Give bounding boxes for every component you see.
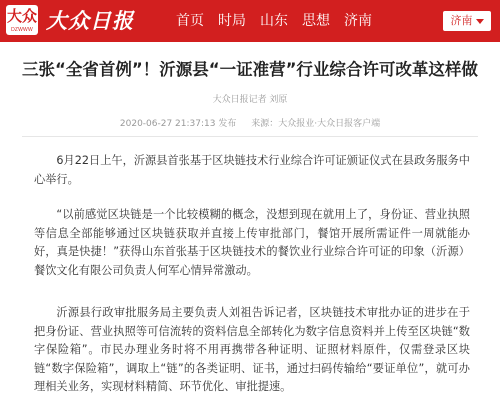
divider — [22, 136, 478, 137]
logo-glyph: 大众 — [6, 7, 37, 25]
nav-item-home[interactable]: 首页 — [176, 13, 204, 29]
chevron-down-icon — [476, 19, 484, 24]
nav-item-jinan[interactable]: 济南 — [344, 13, 372, 29]
article-paragraph-2: “以前感觉区块链是一个比较模糊的概念，没想到现在就用上了，身份证、营业执照等信息全部能够通过区块链获取并直接上传审批部门，餐馆开展所需证件一周就能办好，真是快捷！”获得山东首张基于区块链技术的餐饮业行业综合许可证的印象（沂源）餐饮文化有限公司负责人何军心情异常激动。 — [34, 208, 470, 277]
city-select[interactable] — [443, 11, 491, 31]
main-nav — [176, 0, 386, 42]
logo-subtext: DZWWW — [11, 27, 33, 33]
site-header — [0, 0, 500, 42]
nav-item-shandong[interactable]: 山东 — [260, 13, 288, 29]
city-select-label: 济南 — [450, 14, 473, 27]
brand-wordmark[interactable]: 大众日报 — [46, 8, 134, 33]
publish-date: 2020-06-27 21:37:13 发布 — [119, 119, 237, 129]
article-paragraph-3: 沂源县行政审批服务局主要负责人刘祖告诉记者，区块链技术审批办证的进步在于把身份证、营业执照等可信流转的资料信息全部转化为数字信息资料并上传至区块链“数字保险箱”。市民办理业务时将不用再携带各种证明、证照材料原件，仅需登录区块链“数字保险箱”，调取上“链”的各类证明、证书，通过扫码传输给“要证单位”，就可办理相关业务，实现材料精简、环节优化、审批提速。 — [34, 306, 470, 393]
logo-badge[interactable] — [6, 5, 38, 35]
article-source: 来源：大众报业·大众日报客户端 — [251, 119, 381, 129]
nav-item-current-affairs[interactable]: 时局 — [218, 13, 246, 29]
article-paragraph-1: 6月22日上午，沂源县首张基于区块链技术行业综合许可证颁证仪式在县政务服务中心举行。 — [34, 154, 470, 186]
article-title: 三张“全省首例”！沂源县“一证准营”行业综合许可改革这样做 — [22, 60, 478, 79]
nav-item-thought[interactable]: 思想 — [302, 13, 330, 29]
article-byline: 大众日报记者 刘原 — [212, 95, 288, 105]
article-meta — [0, 116, 500, 129]
